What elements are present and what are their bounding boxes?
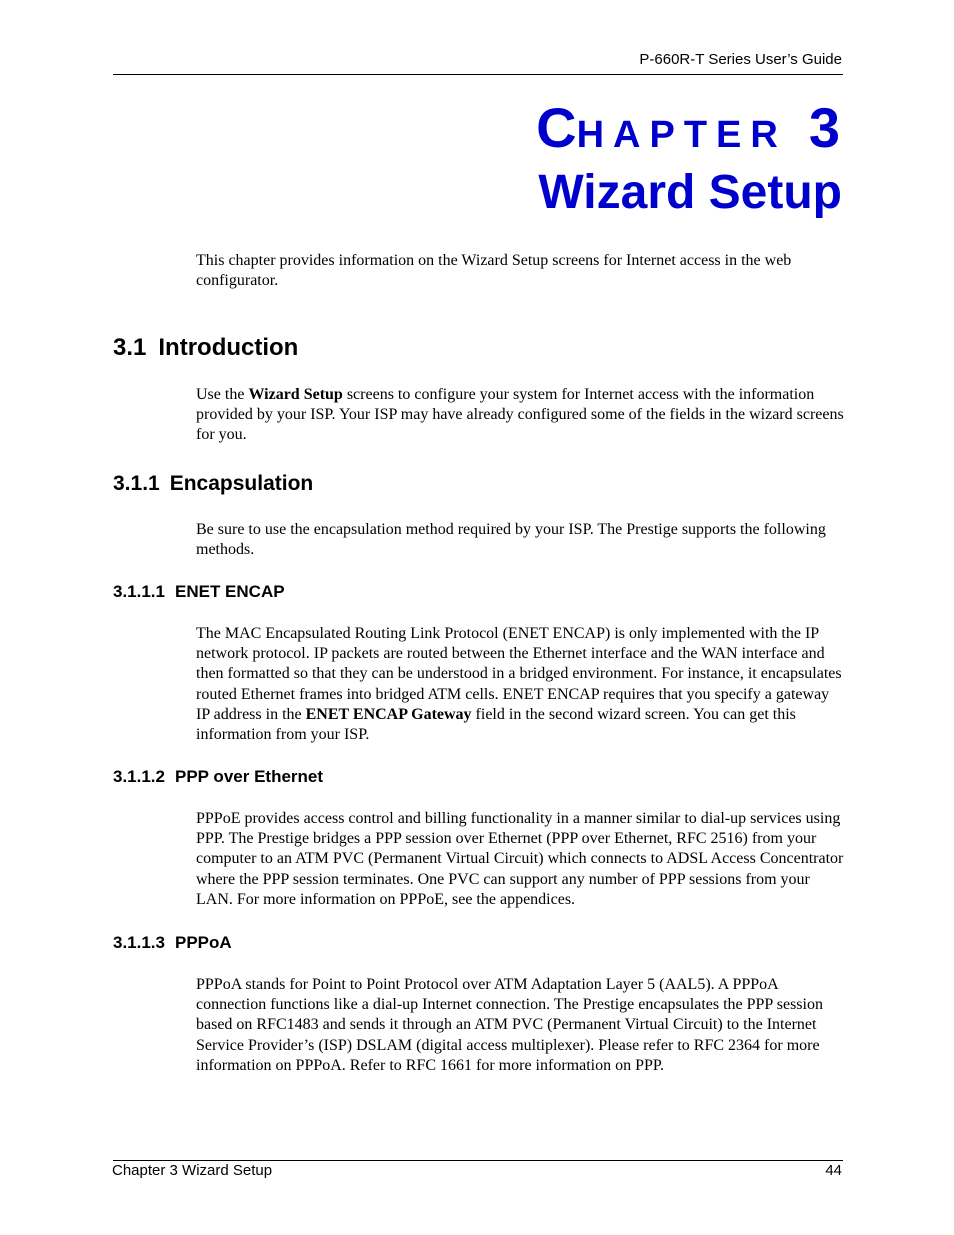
section-title: PPPoA — [175, 933, 232, 952]
section-number: 3.1.1.1 — [113, 582, 165, 601]
section-heading-3-1-1 — [113, 472, 313, 496]
bold-term-enet-encap-gateway: ENET ENCAP Gateway — [305, 705, 472, 723]
enet-encap-paragraph — [196, 624, 844, 745]
chapter-label-cap: C — [536, 96, 577, 159]
section-heading-3-1-1-3 — [113, 933, 232, 953]
chapter-label-rest: HAPTER — [576, 114, 787, 156]
section-heading-3-1-1-1 — [113, 582, 285, 602]
chapter-label — [536, 96, 840, 159]
section-title: Introduction — [158, 334, 299, 361]
section-number: 3.1.1.3 — [113, 933, 165, 952]
section-number: 3.1 — [113, 334, 147, 361]
chapter-title: Wizard Setup — [538, 166, 842, 219]
footer-page-number: 44 — [825, 1162, 842, 1179]
encapsulation-paragraph: Be sure to use the encapsulation method required by your ISP. The Prestige supports the following methods. — [196, 521, 826, 559]
section-title: Encapsulation — [169, 472, 314, 495]
header-rule — [113, 74, 843, 75]
section-number: 3.1.1 — [113, 472, 160, 495]
text-run: Use the — [196, 386, 249, 403]
section-number: 3.1.1.2 — [113, 767, 165, 786]
footer-chapter-title: Chapter 3 Wizard Setup — [112, 1162, 273, 1179]
text-run: The MAC Encapsulated Routing Link Protocol (ENET ENCAP) is only implemented with the IP network protocol. IP packets are routed between the Ethernet interface and the WAN interface and then formatted so that they can be understood in a bridged environment. For instance, it encapsulates routed Ethernet frames into bridged ATM cells. ENET ENCAP requires that you specify a gateway IP address in the — [196, 625, 842, 723]
chapter-intro-paragraph: This chapter provides information on the Wizard Setup screens for Internet access in the web configurator. — [196, 252, 792, 290]
pppoe-paragraph: PPPoE provides access control and billing functionality in a manner similar to dial-up services using PPP. The Prestige bridges a PPP session over Ethernet (PPP over Ethernet, RFC 2516) from your computer to an ATM PVC (Permanent Virtual Circuit) which connects to ADSL Access Concentrator where the PPP session terminates. One PVC can support any number of PPP sessions from your LAN. For more information on PPPoE, see the appendices. — [196, 810, 844, 908]
pppoa-paragraph: PPPoA stands for Point to Point Protocol over ATM Adaptation Layer 5 (AAL5). A PPPoA connection functions like a dial-up Internet connection. The Prestige encapsulates the PPP session based on RFC1483 and sends it through an ATM PVC (Permanent Virtual Circuit) to the Internet Service Provider’s (ISP) DSLAM (digital access multiplexer). Please refer to RFC 2364 for more information on PPPoA. Refer to RFC 1661 for more information on PPP. — [196, 976, 823, 1074]
section-title: ENET ENCAP — [175, 582, 285, 601]
section-heading-3-1 — [113, 334, 298, 362]
introduction-paragraph — [196, 385, 844, 446]
running-header-guide-title: P-660R-T Series User’s Guide — [639, 51, 842, 68]
bold-term-wizard-setup: Wizard Setup — [248, 386, 343, 403]
section-heading-3-1-1-2 — [113, 767, 323, 787]
chapter-number: 3 — [808, 96, 840, 159]
footer-rule — [113, 1160, 843, 1161]
text-run: field in the second wizard screen. You can get this information from your ISP. — [196, 705, 796, 744]
section-title: PPP over Ethernet — [175, 767, 324, 786]
text-run: screens to configure your system for Internet access with the information provided by your ISP. Your ISP may have already configured some of the fields in the wizard screens for you. — [196, 386, 844, 444]
